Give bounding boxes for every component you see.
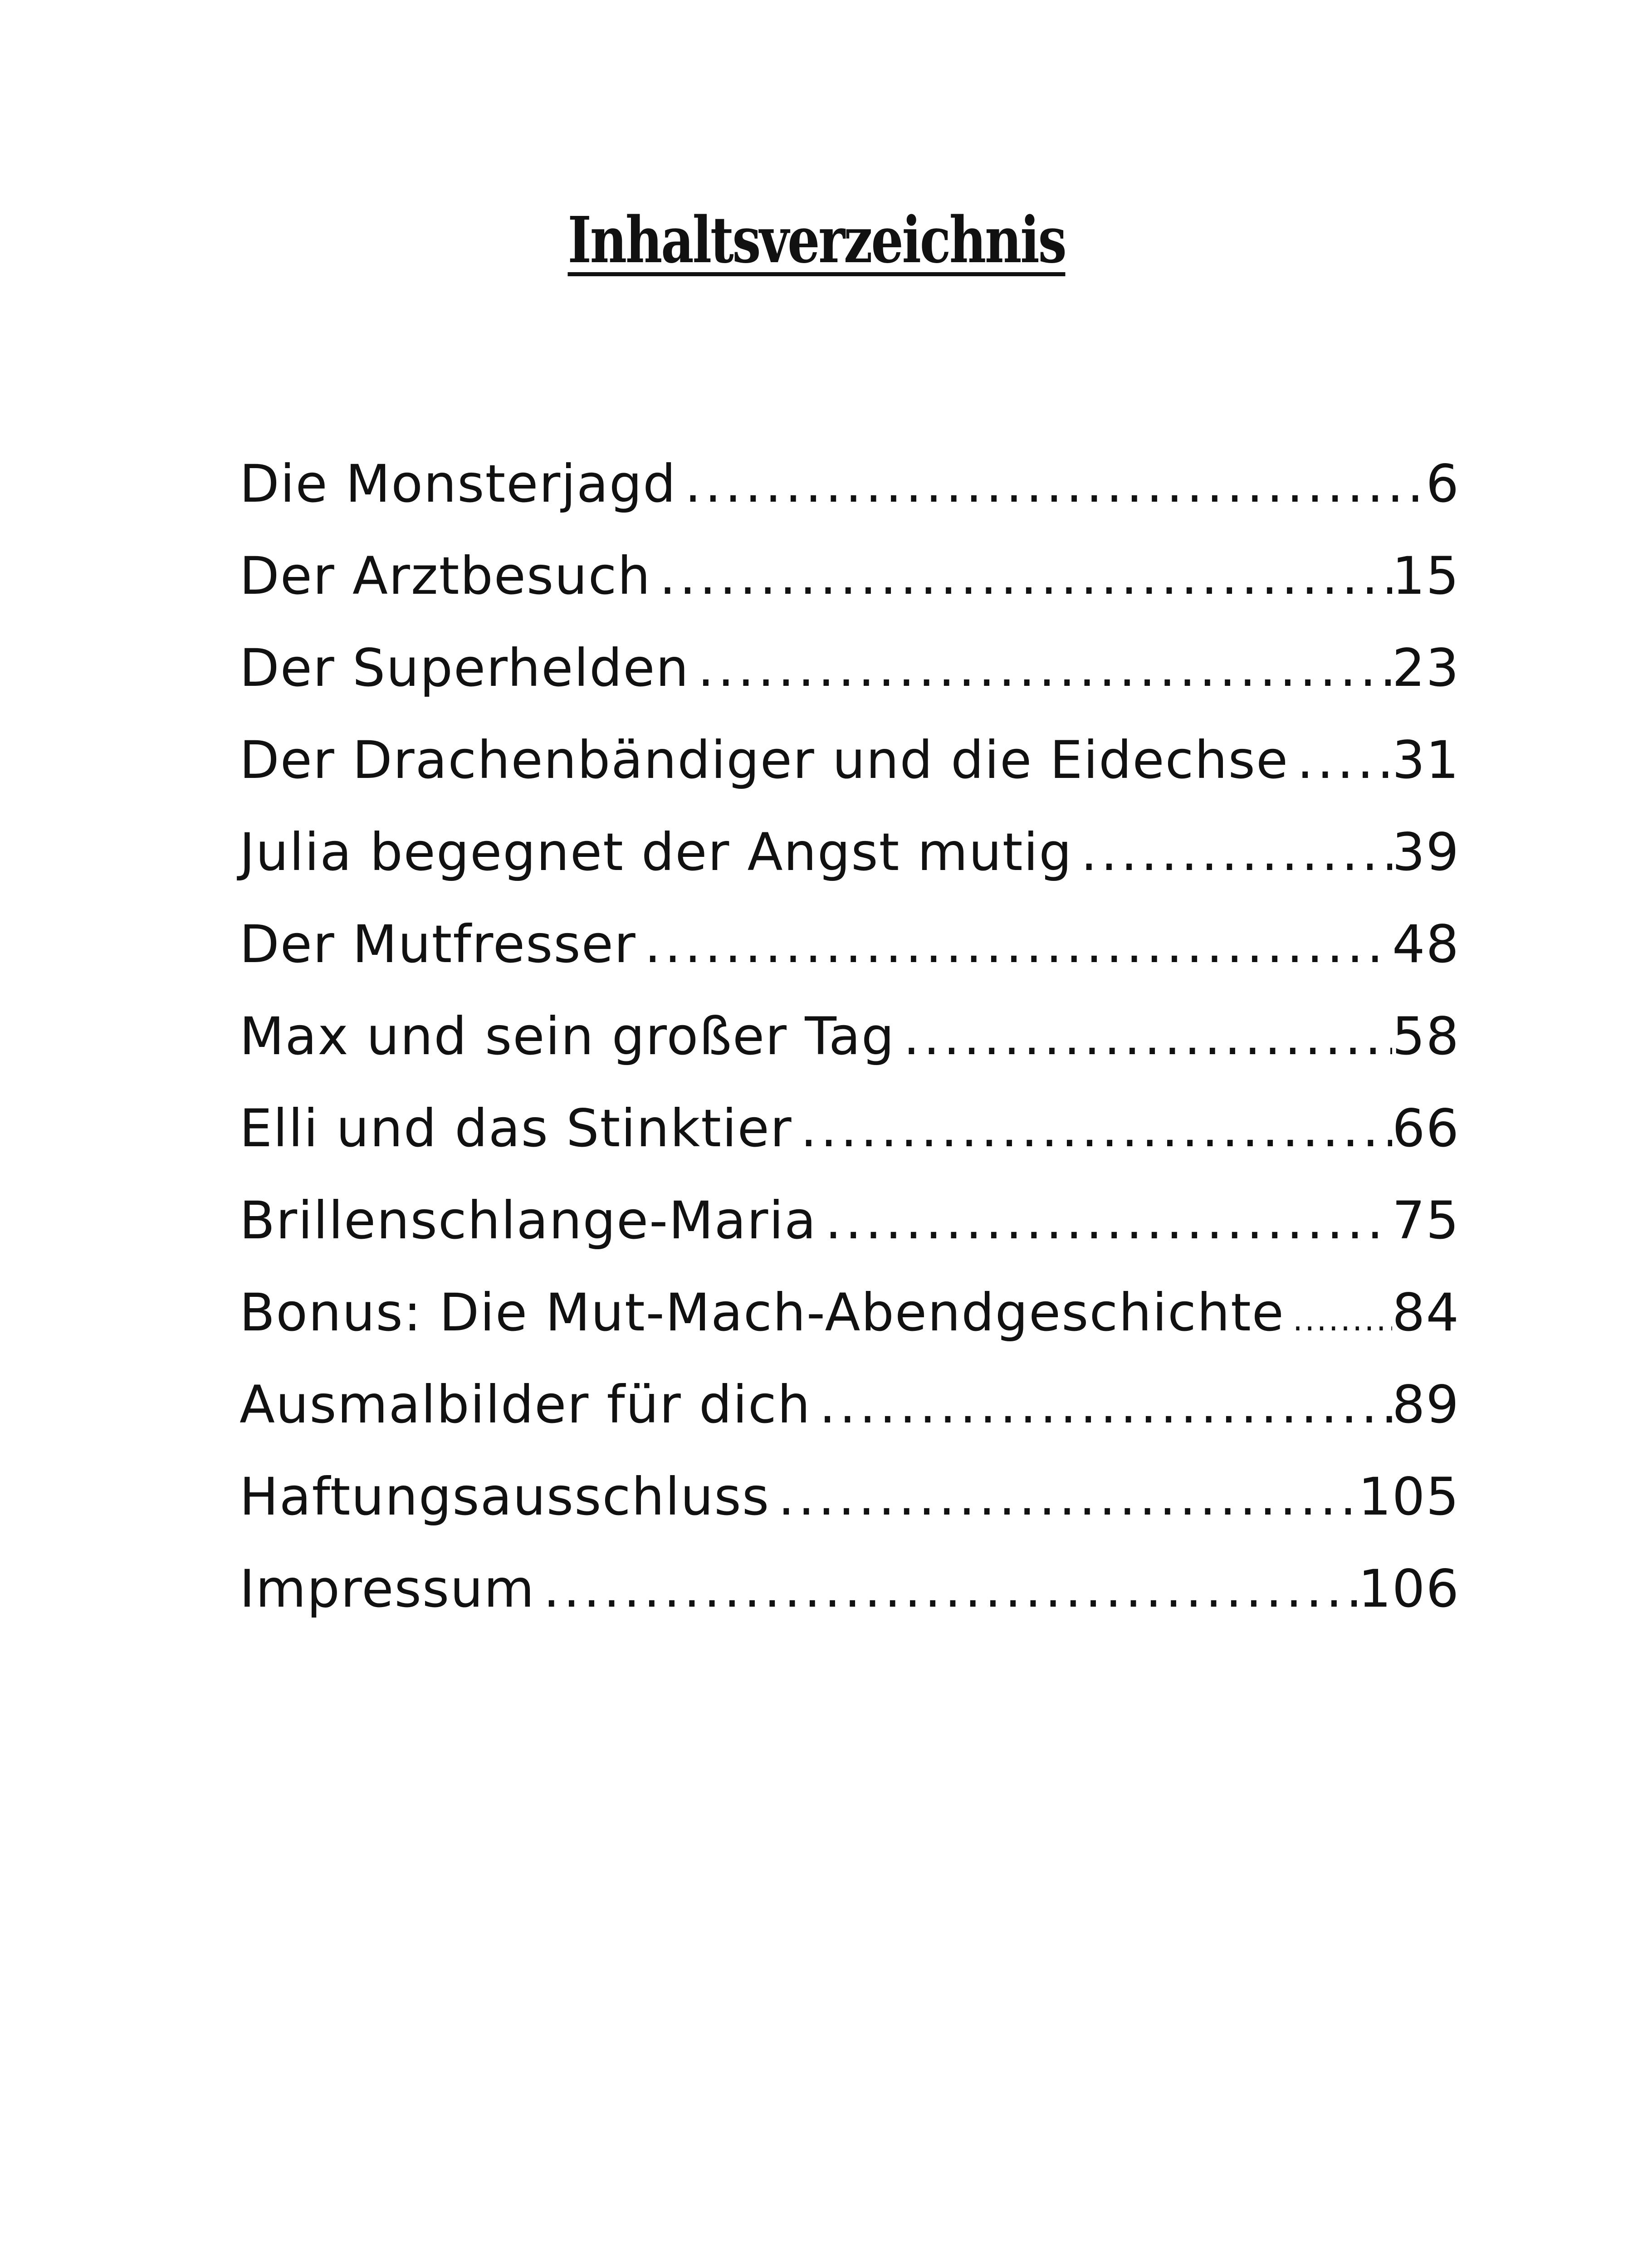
table-of-contents xyxy=(240,438,1460,1635)
toc-entry-page: 106 xyxy=(1358,1559,1460,1619)
toc-entry-title: Elli und das Stinktier xyxy=(240,1098,792,1158)
toc-entry xyxy=(240,1082,1460,1174)
toc-entry xyxy=(240,714,1460,806)
page-title: Inhaltsverzeichnis xyxy=(567,203,1066,278)
toc-entry-title: Bonus: Die Mut-Mach-Abendgeschichte xyxy=(240,1282,1285,1343)
toc-entry xyxy=(240,530,1460,622)
toc-leader-dots xyxy=(817,1174,1392,1266)
toc-entry-title: Der Superhelden xyxy=(240,638,689,698)
toc-entry-page: 84 xyxy=(1392,1282,1460,1343)
toc-entry-title: Brillenschlange-Maria xyxy=(240,1190,817,1251)
toc-entry xyxy=(240,1266,1460,1359)
toc-entry-page: 6 xyxy=(1426,454,1460,514)
toc-leader-dots xyxy=(895,990,1392,1082)
toc-entry-page: 48 xyxy=(1392,914,1460,974)
toc-entry xyxy=(240,1174,1460,1266)
toc-entry-page: 89 xyxy=(1392,1374,1460,1435)
toc-entry xyxy=(240,622,1460,714)
toc-leader-dots xyxy=(677,438,1426,530)
toc-entry-page: 31 xyxy=(1392,730,1460,790)
toc-entry xyxy=(240,990,1460,1082)
toc-leader-dots xyxy=(1285,1274,1392,1366)
toc-entry xyxy=(240,806,1460,898)
toc-entry-page: 58 xyxy=(1392,1006,1460,1066)
toc-entry-page: 15 xyxy=(1392,546,1460,606)
toc-entry xyxy=(240,1451,1460,1543)
toc-entry-title: Der Drachenbändiger und die Eidechse xyxy=(240,730,1289,790)
toc-entry-title: Ausmalbilder für dich xyxy=(240,1374,811,1435)
toc-entry-page: 23 xyxy=(1392,638,1460,698)
toc-leader-dots xyxy=(636,898,1392,990)
toc-entry-page: 66 xyxy=(1392,1098,1460,1158)
toc-leader-dots xyxy=(1289,714,1392,806)
toc-entry-title: Der Arztbesuch xyxy=(240,546,651,606)
toc-leader-dots xyxy=(770,1451,1358,1543)
toc-leader-dots xyxy=(792,1082,1392,1174)
toc-leader-dots xyxy=(689,622,1392,714)
toc-entry xyxy=(240,1359,1460,1451)
toc-entry-page: 75 xyxy=(1392,1190,1460,1251)
toc-entry-page: 39 xyxy=(1392,822,1460,882)
toc-entry-title: Der Mutfresser xyxy=(240,914,636,974)
toc-entry-title: Haftungsausschluss xyxy=(240,1466,770,1527)
toc-leader-dots xyxy=(651,530,1392,622)
toc-entry-title: Julia begegnet der Angst mutig xyxy=(240,822,1073,882)
toc-entry xyxy=(240,898,1460,990)
toc-entry-title: Die Monsterjagd xyxy=(240,454,677,514)
toc-entry-title: Max und sein großer Tag xyxy=(240,1006,895,1066)
toc-entry xyxy=(240,438,1460,530)
toc-leader-dots xyxy=(1073,806,1392,898)
toc-entry-page: 105 xyxy=(1358,1466,1460,1527)
toc-leader-dots xyxy=(811,1359,1392,1451)
toc-entry-title: Impressum xyxy=(240,1559,535,1619)
toc-leader-dots xyxy=(535,1543,1359,1635)
toc-entry xyxy=(240,1543,1460,1635)
